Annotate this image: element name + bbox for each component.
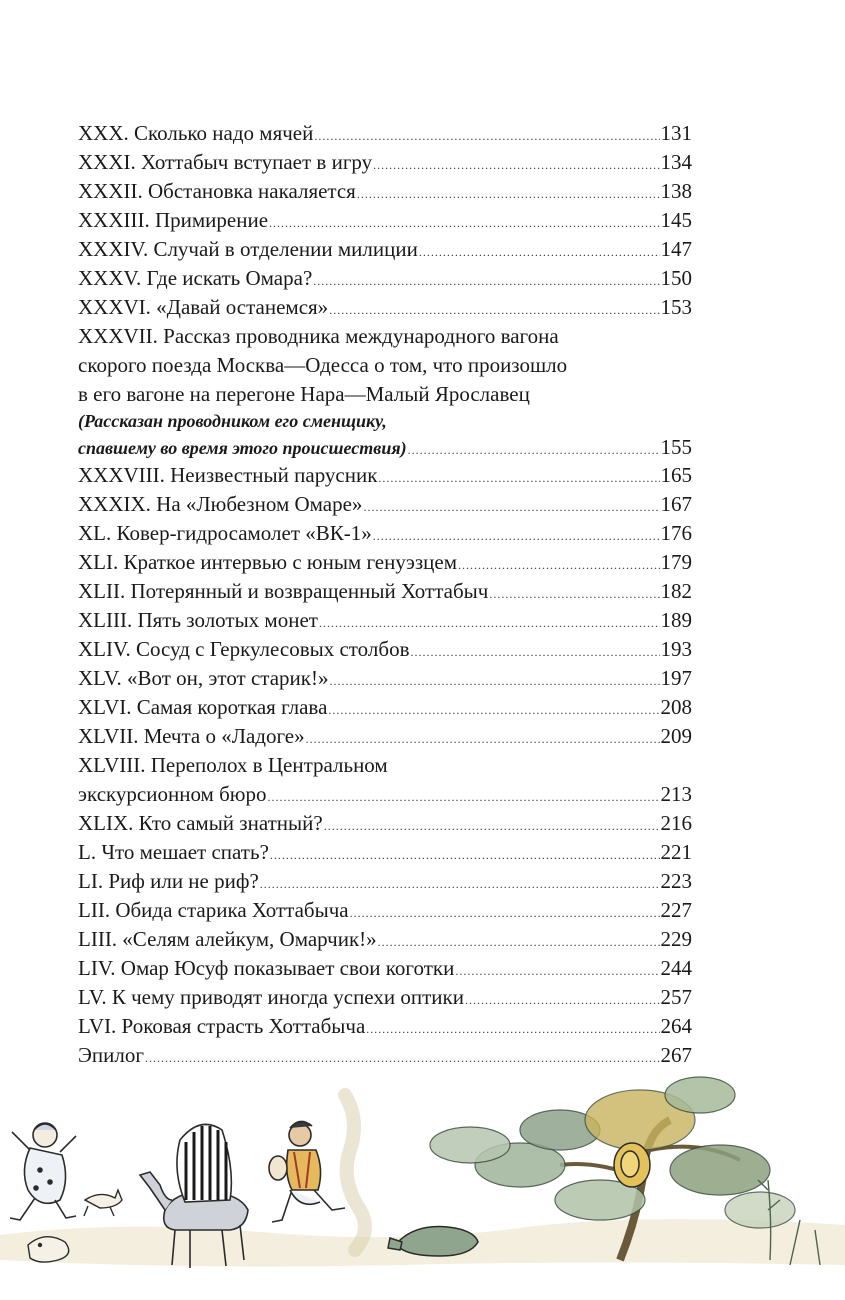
toc-entry-title: XXXI. Хоттабыч вступает в игру [78, 150, 373, 174]
toc-entry-title-line: скорого поезда Москва—Одесса о том, что произошло [78, 353, 568, 377]
toc-entry[interactable] [78, 519, 692, 548]
toc-entry-page: 134 [660, 150, 692, 174]
toc-entry-page: 244 [660, 956, 692, 980]
toc-entry-page: 131 [660, 121, 692, 145]
toc-entry-page: 264 [660, 1014, 692, 1038]
toc-entry[interactable] [78, 548, 692, 577]
toc-entry-title: XXXIV. Случай в отделении милиции [78, 237, 418, 261]
dot-leader [363, 493, 659, 522]
toc-entry[interactable] [78, 235, 692, 264]
toc-entry-page: 229 [660, 927, 692, 951]
dot-leader [328, 696, 659, 725]
toc-entry[interactable] [78, 809, 692, 838]
toc-entry-title: XXXVIII. Неизвестный парусник [78, 463, 378, 487]
dot-leader [455, 957, 659, 986]
toc-entry-title-line: в его вагоне на перегоне Нара—Малый Ярославец [78, 382, 530, 406]
toc-entry-title: XLIV. Сосуд с Геркулесовых столбов [78, 637, 410, 661]
toc-entry-title: LII. Обида старика Хоттабыча [78, 898, 349, 922]
toc-entry[interactable] [78, 148, 692, 177]
dot-leader [330, 667, 660, 696]
toc-entry-note-last [78, 433, 692, 461]
toc-entry-title: LI. Риф или не риф? [78, 869, 259, 893]
toc-entry-page: 182 [660, 579, 692, 603]
dog-figure [84, 1190, 122, 1216]
toc-entry-title: XXXV. Где искать Омара? [78, 266, 313, 290]
dot-leader [267, 783, 659, 812]
toc-entry-title: XLIII. Пять золотых монет [78, 608, 318, 632]
toc-entry-page: 147 [660, 237, 692, 261]
toc-entry-page: 165 [660, 463, 692, 487]
toc-entry[interactable] [78, 1012, 692, 1041]
dot-leader [373, 151, 659, 180]
toc-entry-title-line: экскурсионном бюро [78, 782, 267, 806]
toc-entry[interactable] [78, 606, 692, 635]
straw-hat [614, 1143, 650, 1187]
toc-entry[interactable] [78, 635, 692, 664]
toc-entry-title: XXXIX. На «Любезном Омаре» [78, 492, 363, 516]
toc-entry-page: 216 [660, 811, 692, 835]
toc-entry[interactable] [78, 722, 692, 751]
toc-entry-page: 193 [660, 637, 692, 661]
toc-entry-page: 221 [660, 840, 692, 864]
toc-entry-page: 197 [660, 666, 692, 690]
dot-leader [419, 238, 660, 267]
dot-leader [458, 551, 659, 580]
toc-entry[interactable] [78, 954, 692, 983]
toc-entry-chapter-37[interactable] [78, 322, 692, 461]
toc-entry-title-line: XLVIII. Переполох в Центральном [78, 753, 388, 777]
dot-leader [313, 267, 659, 296]
toc-entry-note-line: спавшему во время этого происшествия) [78, 438, 407, 458]
toc-entry-title-line: XXXVII. Рассказ проводника международного вагона [78, 324, 559, 348]
toc-entry-title: XXX. Сколько надо мячей [78, 121, 314, 145]
toc-entry-page: 179 [660, 550, 692, 574]
dot-leader [411, 638, 660, 667]
toc-entry-title: XLI. Краткое интервью с юным генуэзцем [78, 550, 458, 574]
dot-leader [260, 870, 660, 899]
dot-leader [489, 580, 659, 609]
dog-bottom-left [28, 1237, 69, 1262]
toc-entry-title: XXXVI. «Давай останемся» [78, 295, 329, 319]
toc-entry[interactable] [78, 664, 692, 693]
dot-leader [269, 209, 659, 238]
dust-plume [345, 1095, 365, 1250]
toc-entry[interactable] [78, 693, 692, 722]
dot-leader [270, 841, 660, 870]
dot-leader [373, 522, 660, 551]
dot-leader [378, 464, 659, 493]
toc-entry[interactable] [78, 838, 692, 867]
dot-leader [329, 296, 659, 325]
toc-entry-chapter-48[interactable] [78, 751, 692, 809]
toc-entry-title: XLV. «Вот он, этот старик!» [78, 666, 329, 690]
toc-entry-page: 189 [660, 608, 692, 632]
toc-entry-note-line: (Рассказан проводником его сменщику, [78, 411, 387, 431]
dot-leader [319, 609, 660, 638]
toc-entry[interactable] [78, 490, 692, 519]
toc-entry[interactable] [78, 177, 692, 206]
toc-entry-title: Эпилог [78, 1043, 144, 1067]
toc-entry[interactable] [78, 264, 692, 293]
dot-leader [408, 436, 660, 464]
toc-entry-title: XXXII. Обстановка накаляется [78, 179, 356, 203]
man-with-jug-figure [269, 1121, 345, 1222]
toc-entry-title: XXXIII. Примирение [78, 208, 269, 232]
toc-entry-title: LVI. Роковая страсть Хоттабыча [78, 1014, 366, 1038]
toc-entry-page: 227 [660, 898, 692, 922]
toc-entry[interactable] [78, 867, 692, 896]
toc-entry-title: LIII. «Селям алейкум, Омарчик!» [78, 927, 377, 951]
toc-entry-title: XLVI. Самая короткая глава [78, 695, 328, 719]
toc-entry-page: 167 [660, 492, 692, 516]
toc-entry-page: 209 [660, 724, 692, 748]
toc-entry-page: 153 [660, 295, 692, 319]
toc-entry-page: 176 [660, 521, 692, 545]
toc-entry[interactable] [78, 896, 692, 925]
toc-entry-page: 267 [660, 1043, 692, 1067]
dot-leader [324, 812, 660, 841]
toc-entry[interactable] [78, 206, 692, 235]
toc-entry-page: 138 [660, 179, 692, 203]
toc-entry-page: 208 [660, 695, 692, 719]
toc-entry-page: 150 [660, 266, 692, 290]
dot-leader [306, 725, 660, 754]
dot-leader [378, 928, 660, 957]
toc-entry[interactable] [78, 925, 692, 954]
toc-entry-last-line [78, 780, 692, 809]
toc-entry-title: XL. Ковер-гидросамолет «ВК-1» [78, 521, 372, 545]
toc-entry-title: XLIX. Кто самый знатный? [78, 811, 323, 835]
toc-entry[interactable] [78, 461, 692, 490]
toc-entry-page: 155 [660, 435, 692, 459]
toc-entry[interactable] [78, 293, 692, 322]
toc-entry-title: XLVII. Мечта о «Ладоге» [78, 724, 305, 748]
toc-entry-title: LIV. Омар Юсуф показывает свои коготки [78, 956, 455, 980]
running-man-figure [10, 1123, 76, 1220]
dot-leader [366, 1015, 659, 1044]
toc-entry-title: LV. К чему приводят иногда успехи оптики [78, 985, 464, 1009]
dot-leader [465, 986, 660, 1015]
toc-entry[interactable] [78, 983, 692, 1012]
toc-entry-title: L. Что мешает спать? [78, 840, 269, 864]
toc-entry[interactable] [78, 577, 692, 606]
table-of-contents [78, 119, 692, 1070]
toc-entry-page: 257 [660, 985, 692, 1009]
toc-entry-page: 213 [660, 782, 692, 806]
dot-leader [350, 899, 660, 928]
dot-leader [314, 122, 659, 151]
toc-entry-page: 145 [660, 208, 692, 232]
toc-entry-title: XLII. Потерянный и возвращенный Хоттабыч [78, 579, 489, 603]
toc-entry[interactable] [78, 119, 692, 148]
toc-entry-page: 223 [660, 869, 692, 893]
dot-leader [357, 180, 660, 209]
bottom-illustration [0, 1060, 845, 1300]
